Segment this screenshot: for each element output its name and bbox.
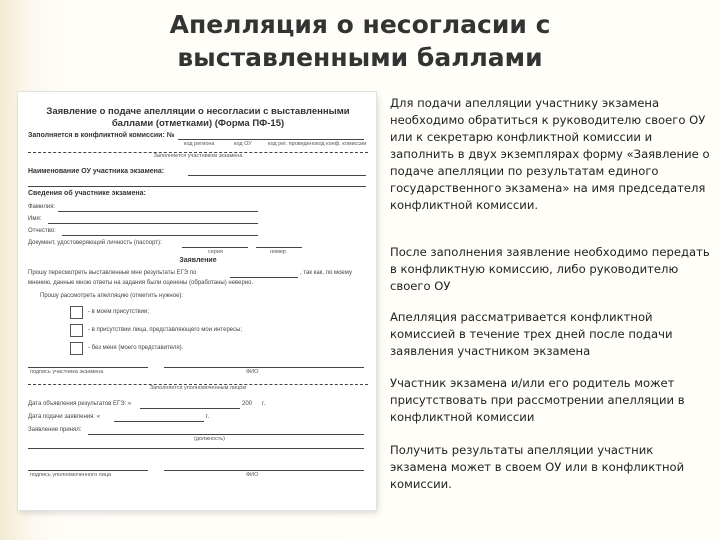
conflict-commission-label: Заполняется в конфликтной комиссии: № [28,132,175,139]
announce-date-line [140,408,240,409]
submit-date-label: Дата подачи заявления: « [28,414,101,420]
option3-checkbox [70,342,83,355]
announce-year: 200 [242,401,253,407]
option3-label: - без меня (моего представителя). [88,345,184,351]
submit-date-line [114,421,204,422]
paragraph-1: Для подачи апелляции участнику экзамена необходимо обратиться к руководителю своего ОУ или к секретарю конфликтной комиссии и заполнить в двух экземплярах форму «Заявление о подаче апелляции по результатам единого государственного экзамена» на имя председателя конфликтной комиссии. [390,96,710,212]
slide-title-line2: выставленными баллами [177,43,543,72]
statement-text1b: , так как, по моему [300,270,352,276]
series-caption: серия [208,249,223,255]
sub-ou: код ОУ [234,141,252,147]
form-title [28,106,368,130]
statement-text1: Прошу пересмотреть выставленные мне результаты ЕГЭ по [28,270,197,276]
surname-line [58,211,258,212]
statement-text2: мнению, данные мною ответы на задания были оценены (обработаны) неверно. [28,280,254,286]
statement-heading: Заявление [179,257,217,264]
filled-by-participant: Заполняется участником экзамена [153,153,243,159]
authorized-fio-line [164,470,364,471]
filled-by-authorized: Заполняется уполномоченным лицом [149,385,247,391]
info-header: Сведения об участнике экзамена: [28,190,146,197]
position-caption: (должность) [194,436,225,442]
form-title-line2: баллами (отметками) (Форма ПФ-15) [111,118,285,129]
authorized-fio-caption: ФИО [246,472,259,478]
apply-line2 [28,448,364,449]
sub-region: код региона [184,141,215,147]
submit-year-suffix: г. [206,414,210,420]
ou-name-line [188,175,366,176]
participant-signature-caption: подпись участника экзамена [30,369,104,375]
slide-title [150,8,570,74]
paragraph-4: Участник экзамена и/или его родитель может присутствовать при рассмотрении апелляции в конфликтной комиссии [390,376,685,424]
request-text: Прошу рассмотреть апелляцию (отметить нужное): [40,293,184,299]
sub-appeal: код рег. проведено [268,141,316,147]
ou-name-label: Наименование ОУ участника экзамена: [28,168,165,175]
authorized-signature-line [28,470,148,471]
slide-title-line1: Апелляция о несогласии с [169,10,551,39]
conflict-commission-line [178,139,364,140]
paragraph-3: Апелляция рассматривается конфликтной комиссией в течение трех дней после подачи заявления участником экзамена [390,310,673,358]
subject-line [230,277,298,278]
participant-signature-line [28,367,148,368]
participant-fio-line [164,367,364,368]
paragraph-5: Получить результаты апелляции участник экзамена может в своем ОУ или в конфликтной комиссии. [390,443,685,491]
document-label: Документ, удостоверяющий личность (паспорт): [28,240,162,246]
patronymic-line [62,235,258,236]
name-line [48,223,258,224]
option1-label: - в моем присутствии; [88,309,150,315]
appeal-form-image [18,92,376,510]
number-caption: номер [270,249,286,255]
ou-name-line2 [28,186,366,187]
announce-date-label: Дата объявления результатов ЕГЭ: « [28,401,132,407]
option2-checkbox [70,324,83,337]
number-line [256,247,302,248]
announce-year-suffix: г. [262,401,266,407]
apply-accepted-line [88,434,364,435]
sub-commission: код конф. комиссии [316,141,367,147]
name-label: Имя: [28,216,42,222]
surname-label: Фамилия: [28,204,56,210]
authorized-signature-caption: подпись уполномоченного лица [30,472,112,478]
paragraph-2: После заполнения заявление необходимо передать в конфликтную комиссию, либо руководителю своего ОУ [390,245,710,293]
form-title-line1: Заявление о подаче апелляции о несогласии с выставленными [46,106,350,117]
option2-label: - в присутствии лица, представляющего мои интересы; [88,327,243,333]
patronymic-label: Отчество: [28,228,56,234]
participant-fio-caption: ФИО [246,369,259,375]
option1-checkbox [70,306,83,319]
apply-accepted-label: Заявление принял: [28,427,82,433]
series-line [182,247,248,248]
